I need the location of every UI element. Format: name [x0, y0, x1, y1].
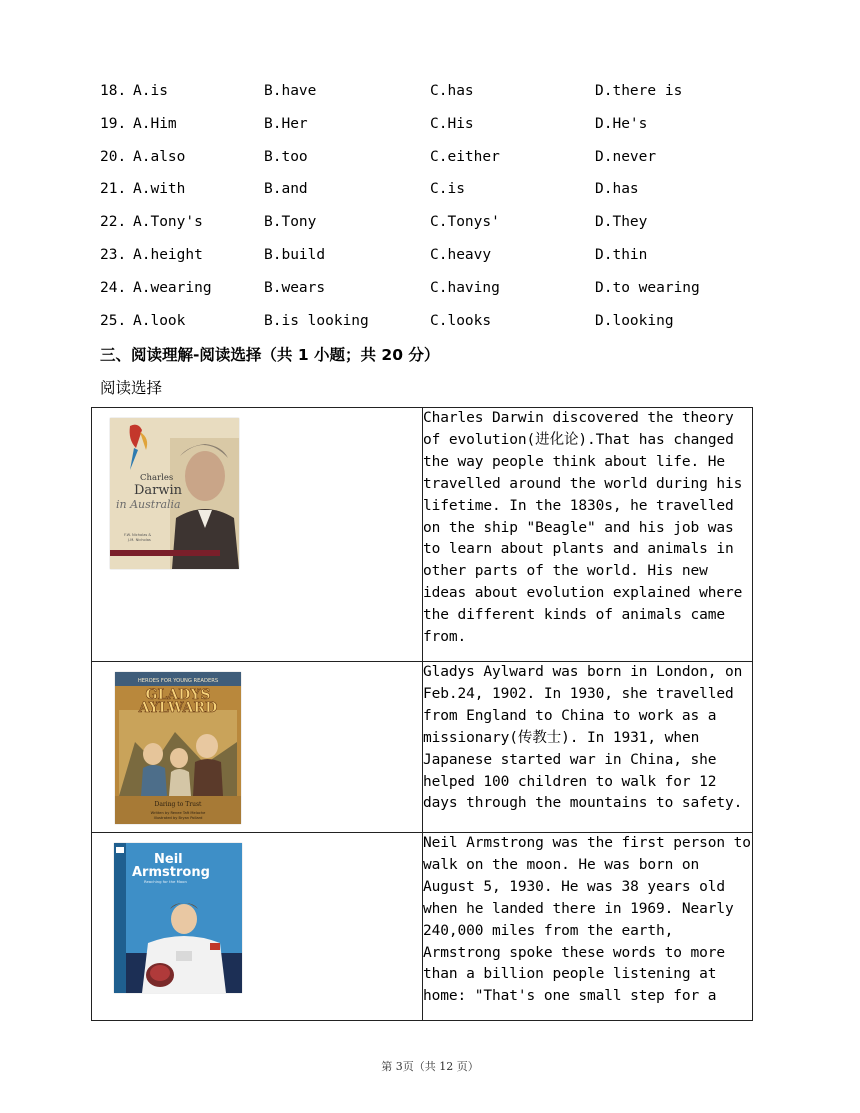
cover-line1: Neil [154, 852, 183, 867]
cover-series: HEROES FOR YOUNG READERS [137, 678, 219, 684]
passage-row-armstrong [92, 833, 753, 1021]
question-number: 20. [100, 148, 127, 165]
option-row-23 [100, 242, 780, 275]
cover-line1: Charles [140, 473, 174, 483]
option-c: C.looks [430, 312, 492, 329]
option-d: D.looking [595, 312, 674, 329]
option-c: C.heavy [430, 246, 492, 263]
option-row-21 [100, 176, 780, 209]
option-row-20 [100, 144, 780, 177]
option-c: C.is [430, 181, 465, 198]
passage-text-aylward: Gladys Aylward was born in London, on Feb.24, 1902. In 1930, she travelled from England to China to work as a missionary(传教士). In 1931, when Japanese started war in China, she helped 100 children to walk for 12 days through the mountains to safety. [423, 662, 753, 833]
darwin-book-cover [110, 418, 239, 569]
option-a: A.with [133, 181, 186, 198]
passage-row-darwin [92, 408, 753, 662]
aylward-cover-art [115, 672, 241, 824]
option-a: A.Him [133, 115, 177, 132]
cover-line2: Darwin [134, 483, 183, 498]
aylward-book-cover [115, 672, 241, 824]
cover-credit2: Illustrated by Bryan Pollard [153, 816, 203, 820]
option-a: A.is [133, 83, 168, 99]
option-a: A.look [133, 312, 186, 329]
option-b: B.Tony [264, 214, 317, 231]
image-cell [92, 408, 423, 662]
option-c: C.Tonys' [430, 214, 500, 231]
question-number: 24. [100, 279, 127, 296]
page-footer: 第 3页（共 12 页） [381, 1060, 479, 1073]
option-row-19 [100, 111, 780, 144]
armstrong-cover-art [114, 843, 242, 993]
option-a: A.Tony's [133, 214, 203, 231]
question-number: 18. [100, 83, 127, 99]
question-number: 21. [100, 181, 127, 198]
cover-credit1: F.W. Nicholas & [124, 533, 152, 537]
option-b: B.too [264, 148, 308, 165]
option-c: C.His [430, 115, 474, 132]
question-number: 22. [100, 214, 127, 231]
option-row-22 [100, 209, 780, 242]
option-a: A.wearing [133, 279, 212, 296]
answer-options [100, 78, 780, 340]
question-number: 25. [100, 312, 127, 329]
cover-tagline: Daring to Trust [154, 801, 202, 808]
section-heading: 三、阅读理解-阅读选择（共 1 小题；共 20 分） [100, 346, 440, 364]
question-number: 23. [100, 246, 127, 263]
armstrong-book-cover [114, 843, 242, 993]
option-row-24 [100, 275, 780, 308]
option-row-25 [100, 308, 780, 341]
cover-line1: GLADYS [145, 687, 211, 703]
passage-text-armstrong: Neil Armstrong was the first person to walk on the moon. He was born on August 5, 1930. He was 38 years old when he landed there in 1969. Nearly 240,000 miles from the earth, Armstrong spoke these words to more than a billion people listening at home: "That's one small step for a [423, 833, 753, 1021]
image-cell [92, 662, 423, 833]
option-c: C.either [430, 148, 500, 165]
option-b: B.and [264, 181, 308, 198]
question-number: 19. [100, 115, 127, 132]
cover-line2: AYLWARD [138, 700, 218, 716]
cover-line3: in Australia [116, 498, 181, 511]
option-a: A.also [133, 148, 186, 165]
image-cell [92, 833, 423, 1021]
passage-text-darwin: Charles Darwin discovered the theory of evolution(进化论).That has changed the way people think about life. He travelled around the world during his lifetime. In the 1830s, he travelled on the ship "Beagle" and his job was to learn about plants and animals in other parts of the world. His new ideas about evolution explained where the different kinds of animals came from. [423, 408, 753, 662]
darwin-cover-art [110, 418, 239, 569]
option-row-18 [100, 78, 780, 111]
option-d: D.He's [595, 115, 648, 132]
cover-line2: Armstrong [132, 865, 210, 880]
section-subheading: 阅读选择 [100, 379, 163, 397]
option-c: C.has [430, 83, 474, 99]
cover-credit1: Written by Renee Taft Meloche [150, 811, 206, 815]
option-d: D.there is [595, 83, 683, 99]
option-a: A.height [133, 246, 203, 263]
option-b: B.wears [264, 279, 326, 296]
option-d: D.to wearing [595, 279, 700, 296]
option-b: B.build [264, 246, 326, 263]
option-b: B.Her [264, 115, 308, 132]
option-b: B.is looking [264, 312, 369, 329]
option-d: D.has [595, 181, 639, 198]
option-d: D.never [595, 148, 657, 165]
passage-row-aylward [92, 662, 753, 833]
option-b: B.have [264, 83, 317, 99]
option-d: D.They [595, 214, 648, 231]
cover-credit2: J.M. Nicholas [128, 538, 151, 542]
passage-table [91, 407, 753, 1021]
option-d: D.thin [595, 246, 648, 263]
cover-tagline: Reaching for the Moon [144, 879, 187, 884]
option-c: C.having [430, 279, 500, 296]
